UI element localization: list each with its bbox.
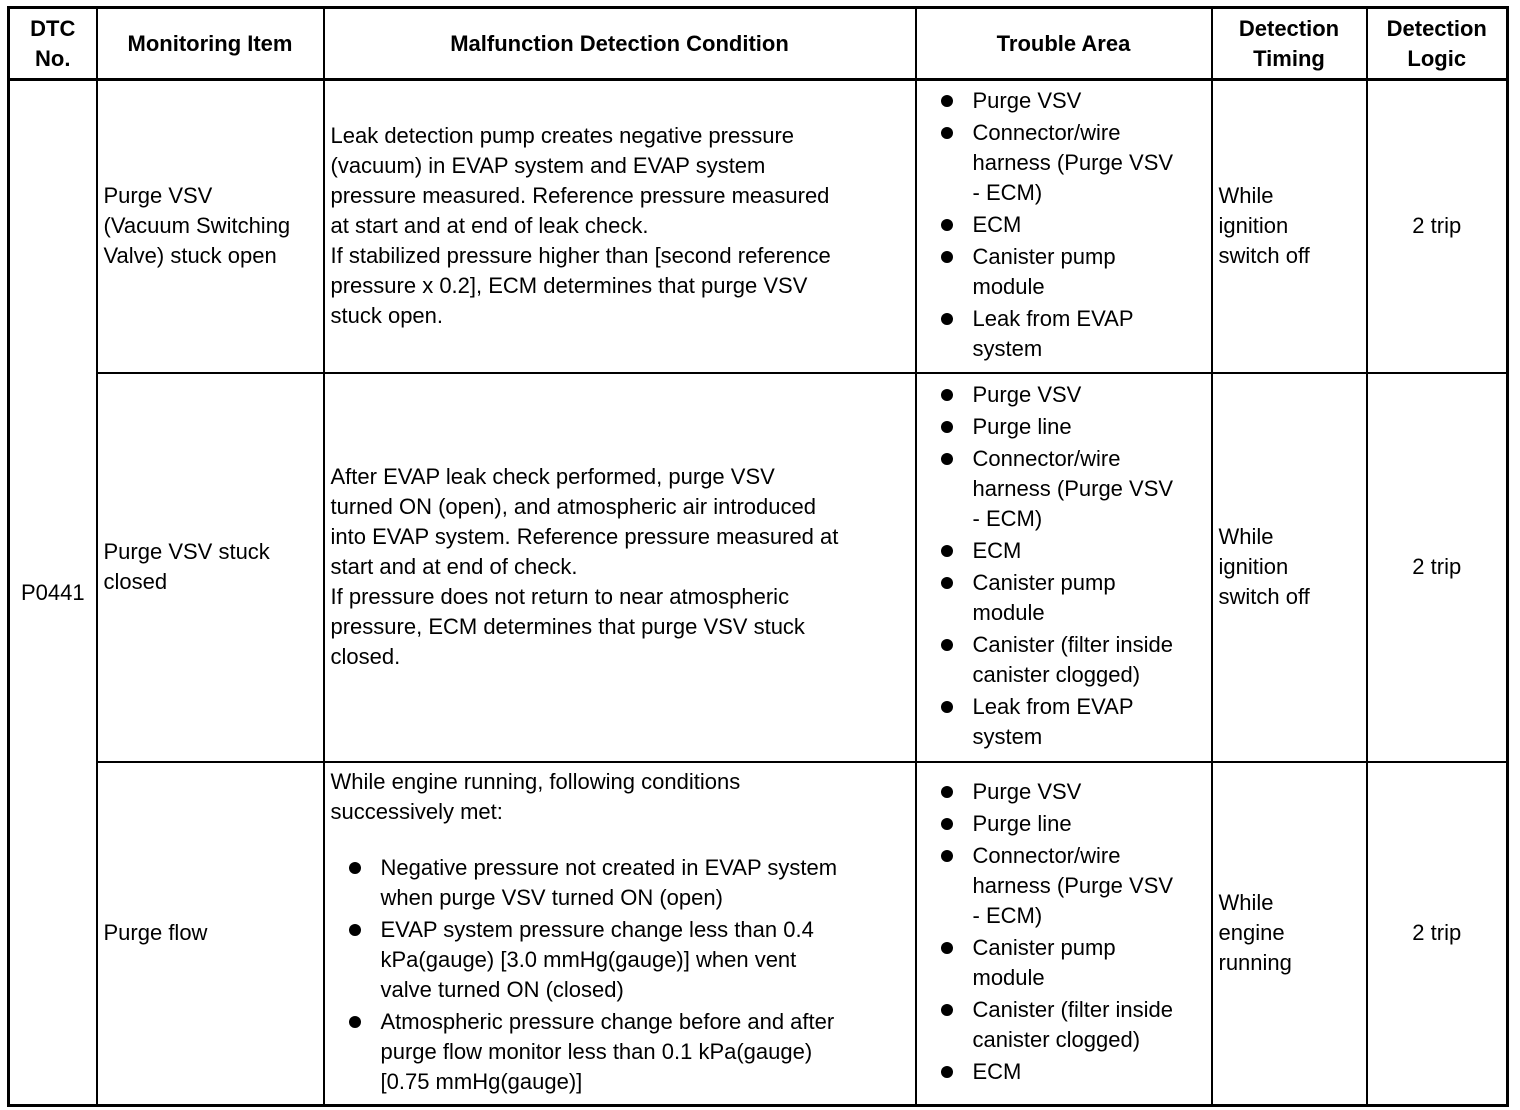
list-item — [923, 777, 1205, 807]
list-item-line: Connector/wire — [972, 446, 1121, 471]
header-monitoring-item: Monitoring Item — [97, 8, 324, 80]
text-line: into EVAP system. Reference pressure measured at — [330, 524, 839, 549]
bullet-icon — [941, 818, 953, 830]
bullet-icon — [941, 127, 953, 139]
bullet-icon — [349, 862, 361, 874]
list-item — [337, 1007, 909, 1097]
list-item — [923, 630, 1205, 690]
text-line: stuck open. — [330, 303, 444, 329]
text-line: Logic — [1407, 45, 1467, 71]
bullet-icon — [941, 942, 953, 954]
bullet-icon — [941, 1004, 953, 1016]
list-item-line: Canister pump — [972, 244, 1116, 270]
list-item-line: valve turned ON (closed) — [380, 977, 624, 1003]
detection-logic: 2 trip — [1367, 80, 1508, 373]
list-item — [923, 536, 1205, 566]
detection-timing — [1212, 373, 1367, 762]
monitoring-item — [97, 80, 324, 373]
text-line: Leak detection pump creates negative pressure — [330, 123, 795, 149]
bullet-icon — [941, 219, 953, 231]
list-item-line: Leak from EVAP — [972, 694, 1134, 719]
list-item — [923, 1057, 1205, 1087]
list-item — [923, 86, 1205, 116]
list-item-line: module — [972, 274, 1045, 300]
text-line: Purge VSV stuck — [103, 539, 270, 564]
text-line: at start and at end of leak check. — [330, 213, 649, 239]
list-item-line: Purge VSV — [972, 382, 1082, 407]
list-item-line: Purge line — [972, 811, 1072, 837]
list-item-line: Connector/wire — [972, 120, 1121, 146]
bullet-icon — [349, 924, 361, 936]
trouble-area — [916, 80, 1212, 373]
detection-condition — [324, 762, 916, 1106]
text-line: ignition — [1218, 213, 1289, 239]
monitoring-item — [97, 762, 324, 1106]
bullet-icon — [941, 545, 953, 557]
list-item-line: Canister (filter inside — [972, 997, 1174, 1023]
text-line: successively met: — [330, 799, 503, 825]
list-item-line: Purge VSV — [972, 779, 1082, 805]
list-item-line: system — [972, 724, 1043, 749]
dtc-table — [7, 6, 1509, 1107]
detection-timing — [1212, 762, 1367, 1106]
bullet-icon — [941, 95, 953, 107]
bullet-icon — [941, 313, 953, 325]
trouble-area — [916, 762, 1212, 1106]
detection-logic: 2 trip — [1367, 373, 1508, 762]
table-row — [9, 762, 1508, 1106]
trouble-area — [916, 373, 1212, 762]
text-line: After EVAP leak check performed, purge VSV — [330, 464, 775, 489]
bullet-icon — [941, 251, 953, 263]
list-item — [337, 853, 909, 913]
list-item-line: - ECM) — [972, 180, 1043, 206]
bullet-icon — [941, 850, 953, 862]
list-item-line: ECM — [972, 538, 1022, 563]
list-item-line: system — [972, 336, 1043, 362]
text-line: engine — [1218, 920, 1285, 946]
list-item-line: Purge VSV — [972, 88, 1082, 114]
detection-logic: 2 trip — [1367, 762, 1508, 1106]
text-line: running — [1218, 950, 1292, 976]
list-item-line: harness (Purge VSV — [972, 150, 1174, 176]
header-dtc-no — [9, 8, 97, 80]
text-line: turned ON (open), and atmospheric air introduced — [330, 494, 816, 519]
text-line: While — [1218, 524, 1274, 549]
text-line: start and at end of check. — [330, 554, 578, 579]
bullet-icon — [941, 577, 953, 589]
detection-condition — [324, 80, 916, 373]
text-line: switch off — [1218, 584, 1310, 609]
text-line: If pressure does not return to near atmospheric — [330, 584, 790, 609]
list-item-line: - ECM) — [972, 506, 1043, 531]
list-item — [923, 304, 1205, 364]
list-item-line: canister clogged) — [972, 662, 1141, 687]
list-item-line: EVAP system pressure change less than 0.4 — [380, 917, 814, 943]
list-item-line: - ECM) — [972, 903, 1043, 929]
list-item-line: Canister pump — [972, 935, 1116, 961]
list-item-line: Negative pressure not created in EVAP system — [380, 855, 838, 881]
text-line: pressure x 0.2], ECM determines that purge VSV — [330, 273, 808, 299]
list-item-line: ECM — [972, 212, 1022, 238]
list-item-line: Leak from EVAP — [972, 306, 1134, 332]
list-item-line: purge flow monitor less than 0.1 kPa(gauge) — [380, 1039, 813, 1065]
bullet-icon — [941, 786, 953, 798]
text-line: ignition — [1218, 554, 1289, 579]
text-line: switch off — [1218, 243, 1310, 269]
dtc-code: P0441 — [9, 80, 97, 1106]
text-line: Valve) stuck open — [103, 243, 277, 269]
list-item-line: when purge VSV turned ON (open) — [380, 885, 723, 911]
list-item-line: [0.75 mmHg(gauge)] — [380, 1069, 583, 1095]
text-line: closed. — [330, 644, 401, 669]
list-item-line: Connector/wire — [972, 843, 1121, 869]
list-item — [923, 444, 1205, 534]
header-trouble-area: Trouble Area — [916, 8, 1212, 80]
detection-condition — [324, 373, 916, 762]
text-line: No. — [35, 45, 71, 71]
list-item-line: Purge line — [972, 414, 1072, 439]
list-item-line: canister clogged) — [972, 1027, 1141, 1053]
list-item-line: Canister pump — [972, 570, 1116, 595]
text-line: pressure, ECM determines that purge VSV stuck — [330, 614, 805, 639]
text-line: (Vacuum Switching — [103, 213, 291, 239]
list-item-line: module — [972, 965, 1045, 991]
text-line: If stabilized pressure higher than [second reference — [330, 243, 831, 269]
bullet-icon — [941, 421, 953, 433]
condition-intro — [331, 767, 909, 827]
list-item — [923, 568, 1205, 628]
header-detection-timing — [1212, 8, 1367, 80]
list-item — [923, 118, 1205, 208]
list-item — [923, 210, 1205, 240]
bullet-icon — [941, 1066, 953, 1078]
list-item — [337, 915, 909, 1005]
bullet-icon — [941, 389, 953, 401]
list-item — [923, 380, 1205, 410]
header-row — [9, 8, 1508, 80]
text-line: While engine running, following conditions — [330, 769, 741, 795]
list-item — [923, 412, 1205, 442]
list-item-line: Atmospheric pressure change before and after — [380, 1009, 835, 1035]
text-line: Detection — [1386, 15, 1487, 41]
bullet-icon — [941, 453, 953, 465]
text-line: Purge VSV — [103, 183, 213, 209]
list-item-line: ECM — [972, 1059, 1022, 1085]
list-item — [923, 242, 1205, 302]
monitoring-item — [97, 373, 324, 762]
text-line: closed — [103, 569, 168, 594]
text-line: While — [1218, 890, 1274, 916]
text-line: pressure measured. Reference pressure measured — [330, 183, 830, 209]
list-item — [923, 995, 1205, 1055]
text-line: DTC — [30, 15, 76, 41]
list-item — [923, 692, 1205, 752]
header-condition: Malfunction Detection Condition — [324, 8, 916, 80]
text-line: Detection — [1238, 15, 1340, 41]
text-line: Purge flow — [103, 920, 208, 946]
list-item — [923, 933, 1205, 993]
detection-timing — [1212, 80, 1367, 373]
list-item-line: harness (Purge VSV — [972, 476, 1174, 501]
condition-bullets — [331, 853, 909, 1097]
bullet-icon — [941, 639, 953, 651]
list-item — [923, 809, 1205, 839]
table-row — [9, 80, 1508, 373]
table-row — [9, 373, 1508, 762]
header-detection-logic — [1367, 8, 1508, 80]
text-line: While — [1218, 183, 1274, 209]
text-line: (vacuum) in EVAP system and EVAP system — [330, 153, 766, 179]
list-item-line: Canister (filter inside — [972, 632, 1174, 657]
bullet-icon — [349, 1016, 361, 1028]
list-item-line: kPa(gauge) [3.0 mmHg(gauge)] when vent — [380, 947, 797, 973]
list-item — [923, 841, 1205, 931]
list-item-line: harness (Purge VSV — [972, 873, 1174, 899]
list-item-line: module — [972, 600, 1045, 625]
bullet-icon — [941, 701, 953, 713]
text-line: Timing — [1253, 45, 1325, 71]
